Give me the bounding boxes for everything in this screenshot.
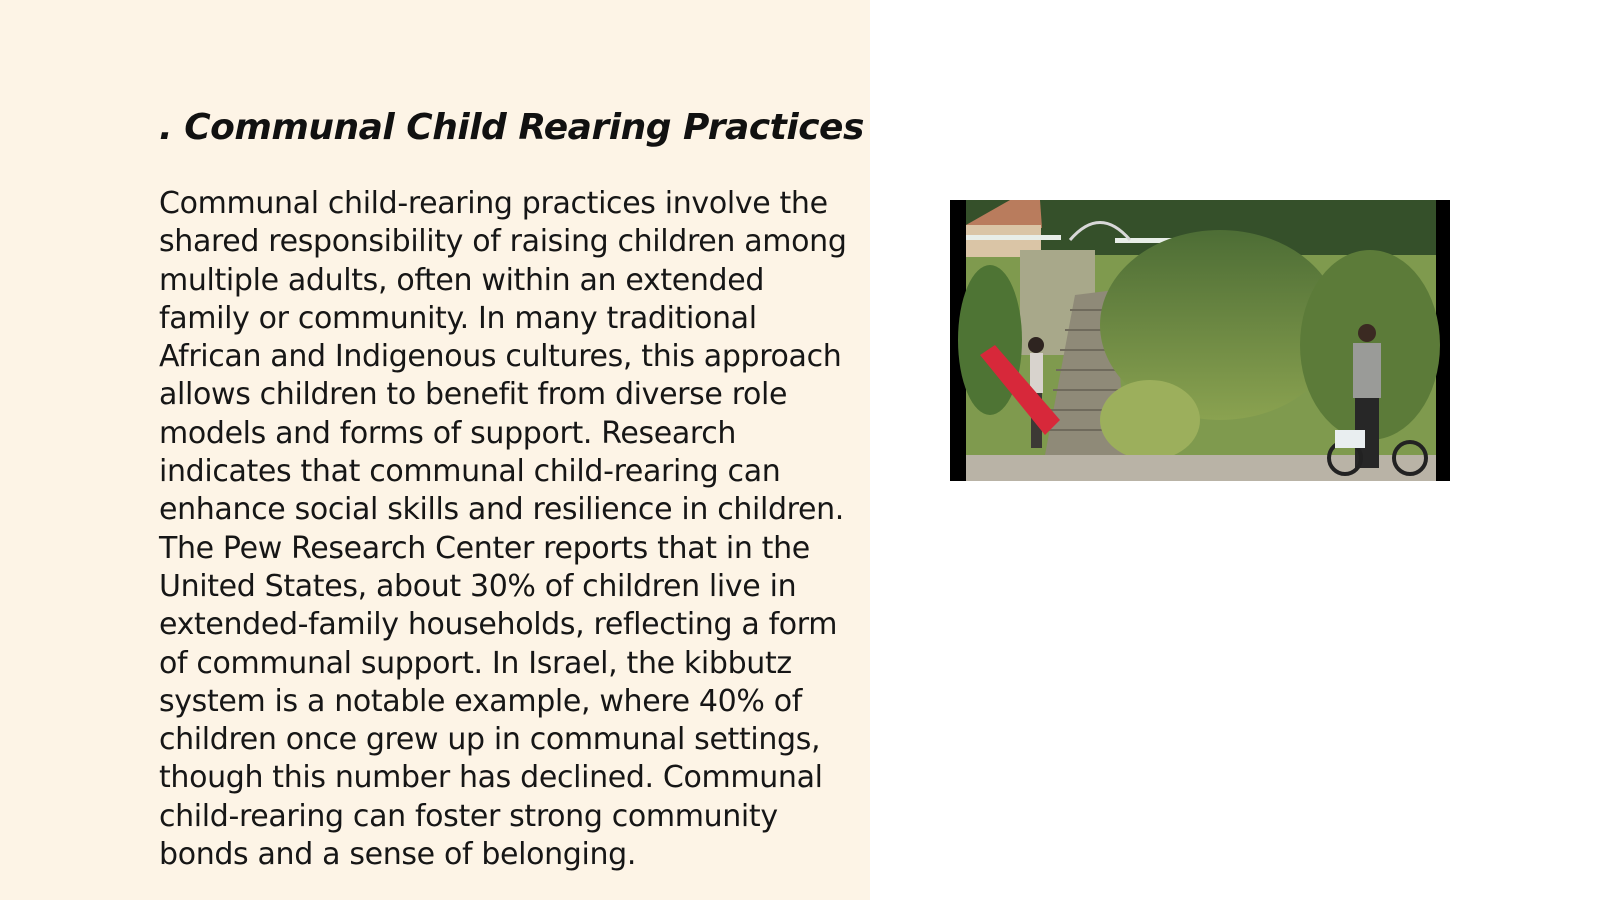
photo-image xyxy=(950,200,1450,481)
photo-illustration xyxy=(950,200,1450,481)
body-paragraph: Communal child-rearing practices involve the shared responsibility of raising children among multiple adults, often within an extended family or community. In many traditional African and Indigenous cultures, this approach allows children to benefit from diverse role models and forms of support. Research indicates that communal child-rearing can enhance social skills and resilience in children. The Pew Research Center reports that in the United States, about 30% of children live in extended-family households, reflecting a form of communal support. In Israel, the kibbutz system is a notable example, where 40% of children once grew up in communal settings, though this number has declined. Communal child-rearing can foster strong community bonds and a sense of belonging. xyxy=(159,186,847,873)
slide-title: . Communal Child Rearing Practices xyxy=(159,107,864,148)
